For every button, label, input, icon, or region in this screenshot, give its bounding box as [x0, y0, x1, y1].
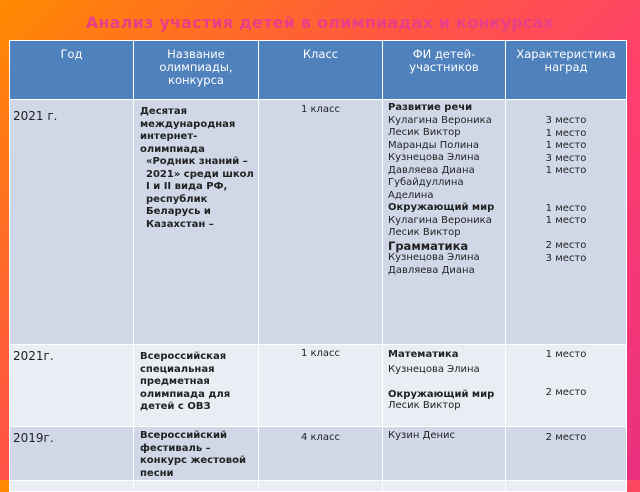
- award-value: 1 место: [545, 140, 587, 151]
- olympiad-cell: [134, 100, 259, 345]
- subject-name: Грамматика: [388, 238, 469, 253]
- award-value: 2 место: [545, 432, 587, 443]
- table-row: [10, 100, 627, 345]
- subject-name: Окружающий мир: [388, 202, 495, 213]
- header-year: Год: [10, 41, 134, 100]
- olympiad-name-line1: Десятая международная интернет-олимпиада: [140, 106, 236, 155]
- award-value: 3 место: [545, 252, 587, 264]
- student-name: Лесик Виктор: [388, 127, 461, 138]
- header-class: Класс: [259, 41, 383, 100]
- awards-cell: [506, 427, 627, 481]
- student-name: Кузин Денис: [388, 430, 456, 441]
- award-value: 1 место: [545, 349, 587, 360]
- subject-name: Развитие речи: [388, 102, 473, 113]
- table-row: [10, 481, 627, 492]
- student-name: Кузнецова Элина: [388, 363, 480, 375]
- subject-name: Окружающий мир: [388, 388, 495, 400]
- student-name: Давляева Диана: [388, 264, 475, 276]
- award-value: 3 место: [545, 115, 587, 126]
- class-cell: 4 класс: [259, 427, 383, 481]
- award-value: 2 место: [545, 386, 587, 398]
- year-cell: 2019г.: [10, 427, 134, 481]
- header-olympiad: Название олимпиады, конкурса: [134, 41, 259, 100]
- award-value: 1 место: [545, 165, 587, 176]
- olympiad-cell: [134, 427, 259, 481]
- year-cell: 2021 г.: [10, 100, 134, 345]
- olympiad-name: Всероссийская специальная предметная олимпиада для детей с ОВЗ: [140, 351, 231, 412]
- olympiad-name: Всероссийский фестиваль – конкурс жестовой песни: [140, 430, 246, 479]
- award-value: 1 место: [545, 202, 587, 214]
- participants-cell: [383, 345, 506, 427]
- olympiad-table: [9, 40, 627, 492]
- student-name: Лесик Виктор: [388, 227, 461, 238]
- award-value: 3 место: [545, 152, 587, 164]
- award-value: 1 место: [545, 215, 587, 226]
- student-name: Давляева Диана: [388, 164, 475, 176]
- header-awards: Характеристика наград: [506, 41, 627, 100]
- olympiad-name-line2: «Родник знаний – 2021» среди школ I и II вида РФ, республик Беларусь и Казахстан –: [146, 156, 254, 230]
- student-name: Кузнецова Элина: [388, 152, 480, 163]
- awards-cell: [506, 345, 627, 427]
- participants-cell: [383, 100, 506, 345]
- student-name: Лесик Виктор: [388, 399, 461, 411]
- table-row: [10, 427, 627, 481]
- student-name: Кузнецова Элина: [388, 252, 480, 263]
- student-name: Кулагина Вероника: [388, 114, 492, 126]
- student-name: Губайдуллина Аделина: [388, 177, 464, 201]
- header-participants: ФИ детей- участников: [383, 41, 506, 100]
- class-cell: 1 класс: [259, 100, 383, 345]
- class-cell: 1 класс: [259, 345, 383, 427]
- header-row: [10, 41, 627, 100]
- table-row: [10, 345, 627, 427]
- subject-name: Математика: [388, 349, 459, 360]
- student-name: Кулагина Вероника: [388, 214, 492, 226]
- year-cell: 2021г.: [10, 345, 134, 427]
- awards-cell: [506, 100, 627, 345]
- award-value: 1 место: [545, 127, 587, 139]
- olympiad-cell: [134, 345, 259, 427]
- page-title: Анализ участия детей в олимпиадах и конкурсах: [85, 13, 555, 32]
- participants-cell: [383, 427, 506, 481]
- award-value: 2 место: [545, 240, 587, 251]
- student-name: Маранды Полина: [388, 139, 479, 151]
